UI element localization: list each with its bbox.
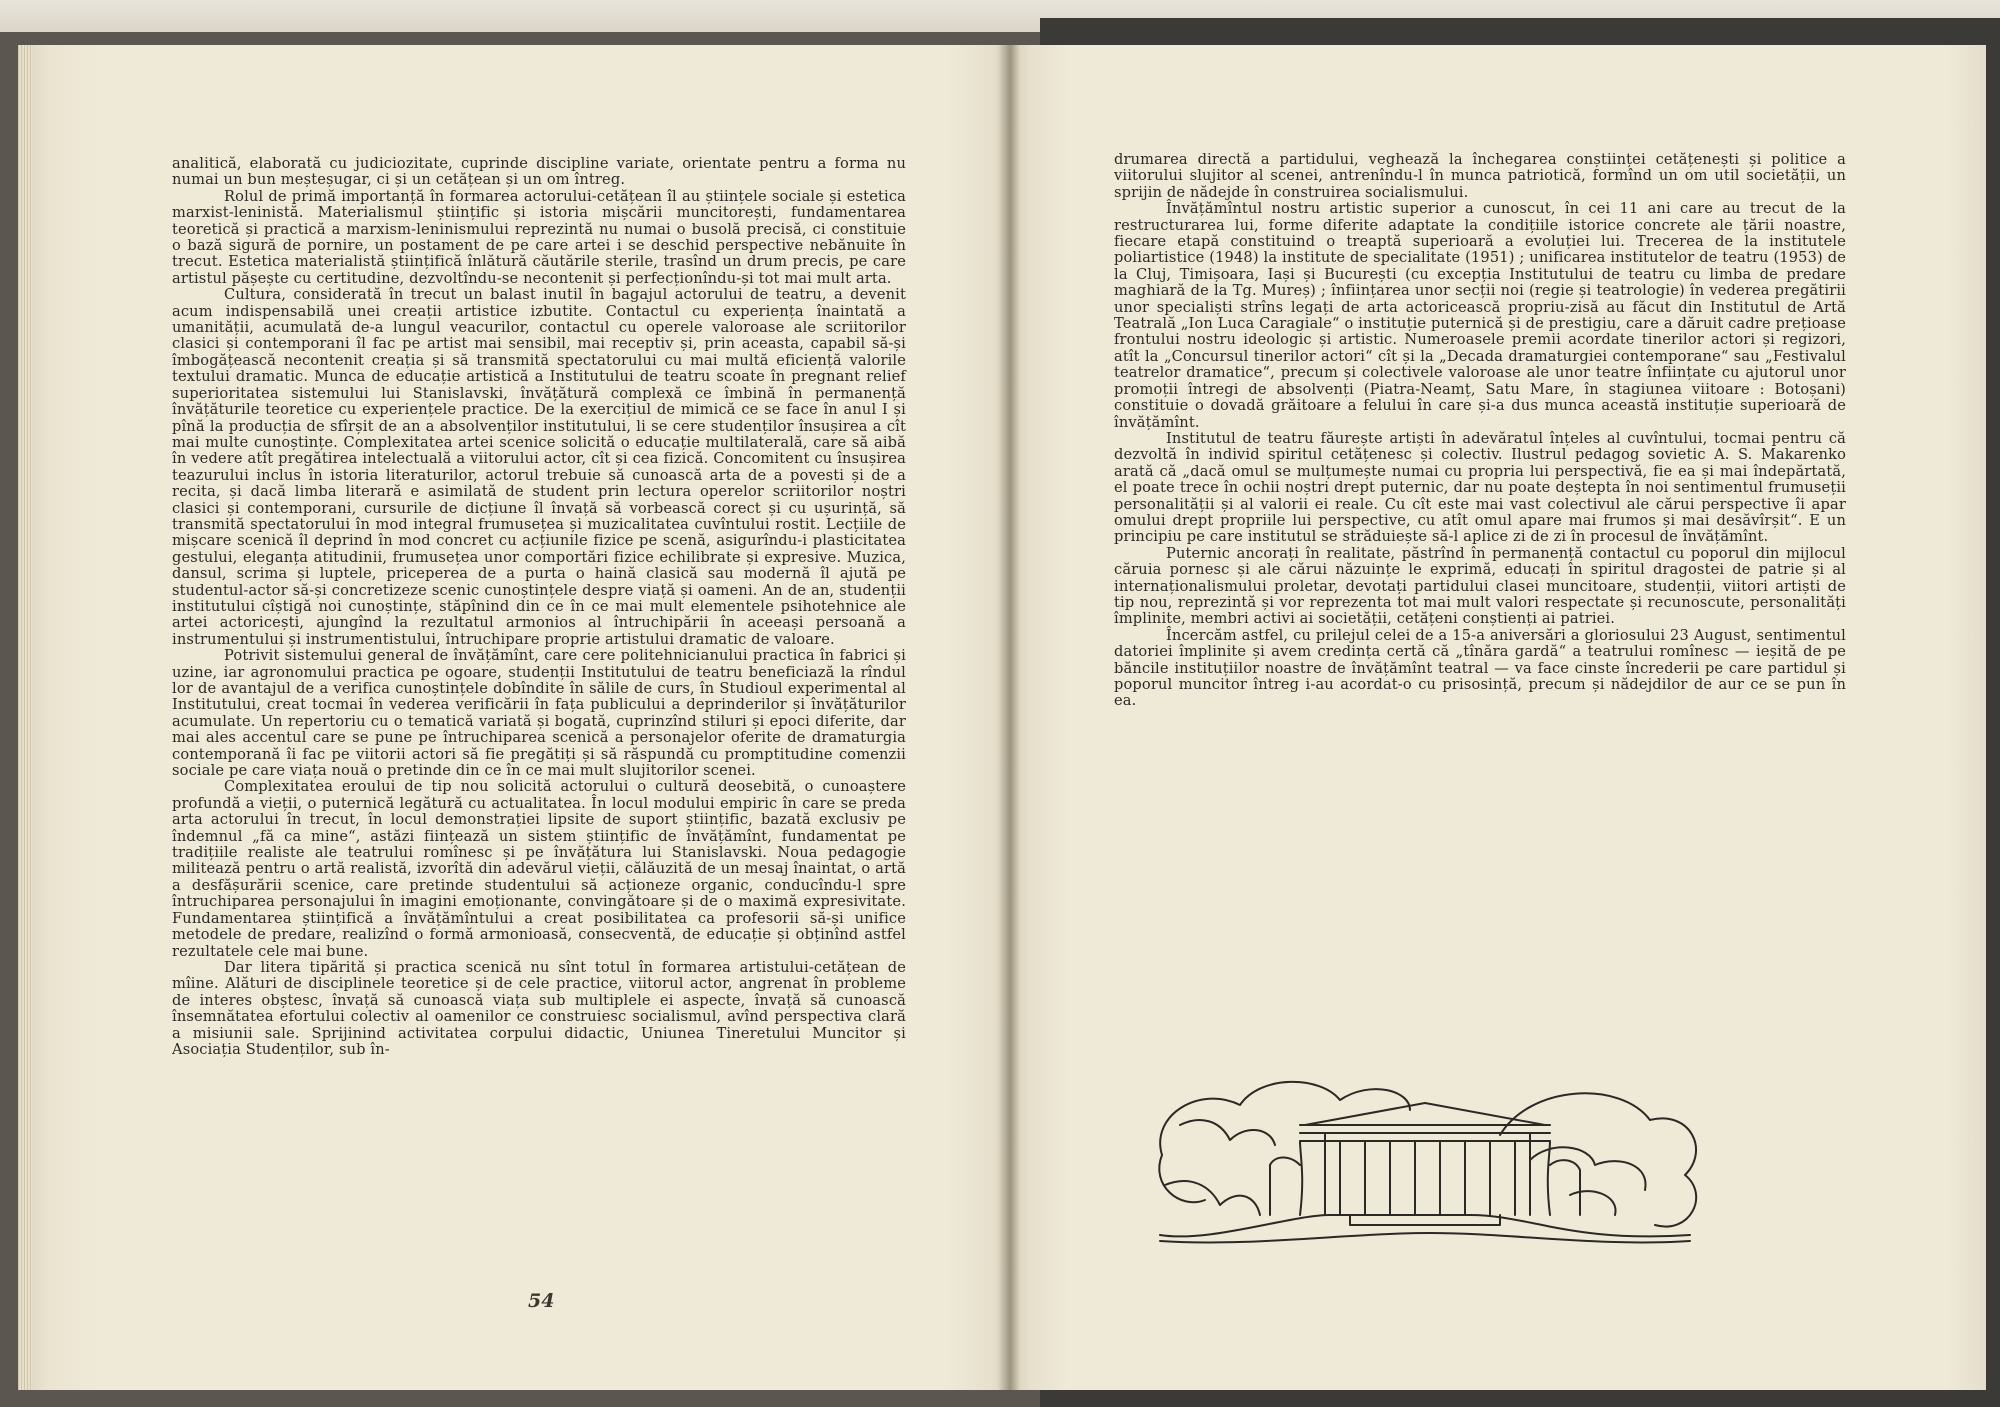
paragraph: Rolul de primă importanță în formarea actorului-cetățean îl au științele sociale și estetica marxist-leninistă. Materialismul științific și istoria mișcării muncitorești, fundamentarea teoretică și practică a marxism-leninismului reprezintă nu numai o busolă precisă, ci constituie o bază sigură de pornire, un postament de pe care artei i se deschid perspective nebănuite în trecut. Estetica materialistă științifică înlătură căutările sterile, trasînd un drum precis, pe care artistul pășește cu certitudine, dezvoltîndu-se necontenit și perfecționîndu-și tot mai mult arta. [172,187,906,287]
paragraph: Cultura, considerată în trecut un balast inutil în bagajul actorului de teatru, a devenit acum indispensabilă unei creații artistice izbutite. Contactul cu experiența înaintată a umanității, acumulată de-a lungul veacurilor, contactul cu operele valoroase ale scriitorilor clasici și contemporani îl fac pe artist mai sensibil, mai receptiv și, prin aceasta, capabil să-și îmbogățească necontenit creația și să transmită spectatorului cu mai multă eficiență valorile textului dramatic. Munca de educație artistică a Institutului de teatru scoate în pregnant relief superioritatea sistemului lui Stanislavski, învățătură complexă ce îmbină în permanență învățăturile teoretice cu experiențele practice. De la exercițiul de mimică ce se face în anul I și pînă la producția de sfîrșit de an a absolvenților institutului, li se cere studenților însușirea a cît mai multe cunoștințe. Complexitatea artei scenice solicită o educație multilaterală, care să aibă în vedere atît pregătirea intelectuală a viitorului actor, cît și cea fizică. Concomitent cu însușirea teazurului inclus în istoria literaturilor, actorul trebuie să cunoască arta de a povesti și de a recita, și dacă limba literară e asimilată de student prin lectura operelor scriitorilor noștri clasici și contemporani, cursurile de dicțiune îl învață să vorbească corect și cu ușurință, să transmită spectatorului în mod integral frumusețea și muzicalitatea cuvîntului rostit. Lecțiile de mișcare scenică îl deprind în mod concret cu acțiunile fizice pe scenă, asigurîndu-i plasticitatea gestului, eleganța atitudinii, frumusețea unor comportări fizice echilibrate și expresive. Muzica, dansul, scrima și luptele, priceperea de a purta o haină clasică sau modernă îl ajută pe studentul-actor să-și concretizeze scenic cunoștințele despre viață și oameni. An de an, studenții institutului cîștigă noi cunoștințe, stăpînind din ce în ce mai mult elementele psihotehnice ale artei actoricești, ajungînd la rezultatul armonios al întruchipării în aceeași persoană a instrumentului și instrumentistului, întruchipare proprie artistului dramatic de valoare. [172,286,906,648]
paragraph: Institutul de teatru făurește artiști în adevăratul înțeles al cuvîntului, tocmai pentru că dezvoltă în individ spiritul cetățenesc și colectiv. Ilustrul pedagog sovietic A. S. Makarenko arată că „dacă omul se mulțumește numai cu propria lui perspectivă, fie ea și mai îndepărtată, el poate trece în ochii noștri drept puternic, dar nu poate deștepta în noi sentimentul frumuseții personalității și al valorii ei reale. Cu cît este mai vast colectivul ale cărui perspective îi apar omului drept propriile lui perspective, cu atît omul apare mai frumos și mai desăvîrșit“. E un principiu pe care institutul se străduiește să-l aplice zi de zi în procesul de învățămînt. [1114,429,1846,546]
paragraph: drumarea directă a partidului, veghează la închegarea conștiinței cetățenești și politice a viitorului slujitor al scenei, antrenîndu-l în munca patriotică, formînd un om util societății, un sprijin de nădejde în construirea socialismului. [1114,151,1846,201]
page-edges [18,45,32,1390]
paragraph: Potrivit sistemului general de învățămînt, care cere politehnicianului practica în fabrici și uzine, iar agronomului practica pe ogoare, studenții Institutului de teatru beneficiază la rîndul lor de avantajul de a verifica cunoștințele dobîndite în sălile de curs, în Studioul experimental al Institutului, creat tocmai în vederea verificării în fața publicului a deprinderilor și învățăturilor acumulate. Un repertoriu cu o tematică variată și bogată, cuprinzînd stiluri și epoci diferite, dar mai ales accentul care se pune pe întruchiparea scenică a personajelor oferite de dramaturgia contemporană îi fac pe viitorii actori să fie pregătiți și să răspundă cu promptitudine comenzii sociale pe care viața nouă o pretinde din ce în ce mai mult slujitorilor scenei. [172,647,906,780]
book-spine [998,45,1020,1390]
paragraph: Învățămîntul nostru artistic superior a cunoscut, în cei 11 ani care au trecut de la restructurarea lui, forme diferite adaptate la condițiile istorice concrete ale țării noastre, fiecare etapă constituind o treaptă superioară a evoluției lui. Trecerea de la institutele poliartistice (1948) la institute de specialitate (1951) ; unificarea institutelor de teatru (1953) de la Cluj, Timișoara, Iași și București (cu excepția Institutului de teatru cu limba de predare maghiară de la Tg. Mureș) ; înființarea unor secții noi (regie și teatrologie) în vederea pregătirii unor specialiști strîns legați de arta actoricească propriu-zisă au făcut din Institutul de Artă Teatrală „Ion Luca Caragiale“ o instituție puternică și de prestigiu, care a dăruit cadre prețioase frontului nostru ideologic și artistic. Numeroasele premii acordate tinerilor actori și regizori, atît la „Concursul tinerilor actori“ cît și la „Decada dramaturgiei contemporane“ sau „Festivalul teatrelor dramatice“, precum și colectivele valoroase ale unor teatre înființate cu ajutorul unor promoții întregi de absolvenți (Piatra-Neamț, Satu Mare, în stagiunea viitoare : Botoșani) constituie o dovadă grăitoare a felului în care și-a dus munca această instituție superioară de învățămînt. [1114,200,1846,431]
paragraph: Dar litera tipărită și practica scenică nu sînt totul în formarea artistului-cetățean de mîine. Alături de disciplinele teoretice și de cele practice, viitorul actor, angrenat în probleme de interes obștesc, învață să cunoască viața sub multiplele ei aspecte, învață să cunoască însemnătatea efortului colectiv al oamenilor ce construiesc socialismul, avînd perspectiva clară a misiunii sale. Sprijinind activitatea corpului didactic, Uniunea Tineretului Muncitor și Asociația Studenților, sub în- [172,958,906,1058]
paragraph: Încercăm astfel, cu prilejul celei de a 15-a aniversări a gloriosului 23 August, sentimentul datoriei împlinite și avem credința certă că „tînăra gardă“ a teatrului romînesc — ieșită de pe băncile instituțiilor noastre de învățămînt teatral — va face cinste încrederii pe care partidul și poporul muncitor întreg i-au acordat-o cu prisosință, precum și nădejdilor de aur ce se pun în ea. [1114,626,1846,710]
page-number: 54 [528,1290,555,1312]
paragraph: Puternic ancorați în realitate, păstrînd în permanență contactul cu poporul din mijlocul căruia pornesc și ale cărui năzuințe le exprimă, educați în spiritul dragostei de patrie și al internaționalismului proletar, devotați partidului clasei muncitoare, studenții, viitori artiști de tip nou, reprezintă și vor reprezenta tot mai mult valori respectate și recunoscute, personalități împlinite, membri activi ai societății, cetățeni conștienți ai patriei. [1114,544,1846,628]
left-page-text [172,156,906,1058]
right-page-text [1114,152,1846,710]
theatre-building-sketch-icon [1150,1065,1710,1255]
paragraph: analitică, elaborată cu judiciozitate, cuprinde discipline variate, orientate pentru a forma nu numai un bun meșteșugar, ci și un cetățean și un om întreg. [172,155,906,189]
paragraph: Complexitatea eroului de tip nou solicită actorului o cultură deosebită, o cunoaștere profundă a vieții, o puternică legătură cu actualitatea. În locul modului empiric în care se preda arta actorului în trecut, în locul demonstrației lipsite de suport științific, bazată exclusiv pe îndemnul „fă ca mine“, astăzi ființează un sistem științific de învățămînt, fundamentat pe tradițiile realiste ale teatrului romînesc și pe învățătura lui Stanislavski. Noua pedagogie militează pentru o artă realistă, izvorîtă din adevărul vieții, călăuzită de un mesaj înaintat, o artă a desfășurării scenice, care pretinde studentului să acționeze organic, conducîndu-l spre întruchiparea personajului în imagini emoționante, convingătoare și de o maximă expresivitate. Fundamentarea științifică a învățămîntului a creat posibilitatea ca profesorii să-și unifice metodele de predare, realizînd o formă armonioasă, consecventă, de educație și obținînd astfel rezultatele cele mai bune. [172,778,906,960]
